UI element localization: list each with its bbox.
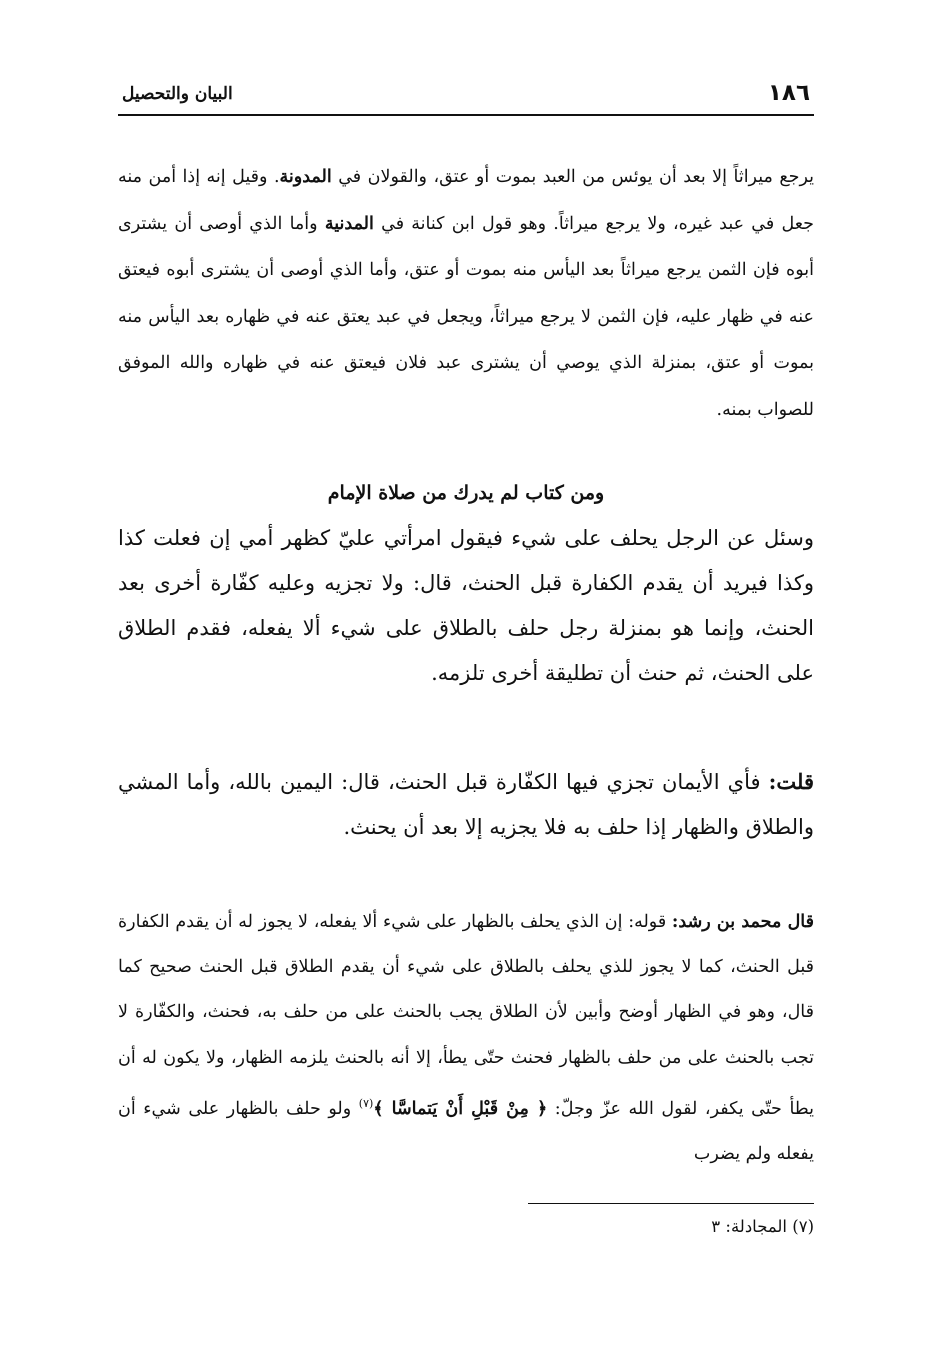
paragraph-2: وسئل عن الرجل يحلف على شيء فيقول امرأتي عليّ كظهر أمي إن فعلت كذا وكذا فيريد أن يقدم الكفارة قبل الحنث، قال: ولا تجزيه وعليه كفّارة أخرى بعد الحنث، وإنما هو بمنزلة رجل حلف بالطلاق على شيء ألا يفعله، فقدم الطلاق على الحنث، ثم حنث أن تطليقة أخرى تلزمه.	[118, 526, 814, 685]
paragraph-4-text-b: ولو حلف بالظهار على شيء أن يفعله ولم يضرب	[118, 1098, 814, 1164]
paragraph-1-bold-a: المدونة	[279, 167, 332, 187]
paragraph-1	[118, 154, 814, 433]
paragraph-1-text-b: . وقيل إنه إذا أمن منه جعل في عبد غيره، ولا يرجع ميراثاً. وهو قول ابن كنانة في	[118, 167, 814, 234]
footnote: (٧) المجادلة: ٣	[711, 1217, 814, 1236]
section-heading: ومن كتاب لم يدرك من صلاة الإمام	[327, 482, 605, 504]
paragraph-3	[118, 759, 814, 850]
footnote-ref: (٧)	[358, 1096, 374, 1110]
paragraph-1-text-c: وأما الذي أوصى أن يشترى أبوه فإن الثمن يرجع ميراثاً بعد اليأس منه بموت أو عتق، وأما الذي أوصى أن يشترى أبوه فيعتق عنه في ظهار عليه، فإن الثمن لا يرجع ميراثاً، ويجعل في عبد يعتق عنه في ظهاره بعد اليأس منه بموت أو عتق، بمنزلة الذي يوصي أن يشترى عبد فلان فيعتق عنه في ظهاره والله الموفق للصواب بمنه.	[118, 213, 814, 420]
paragraph-1-bold-b: المدنية	[324, 213, 374, 234]
quran-quote: ﴿ مِنْ قَبْلِ أَنْ يَتماسَّا ﴾	[373, 1098, 548, 1119]
paragraph-1-text-a: يرجع ميراثاً إلا بعد أن يوئس من العبد بموت أو عتق، والقولان في	[331, 167, 815, 187]
paragraph-3-lead: قلت:	[768, 769, 814, 794]
paragraph-4-text-a: قوله: إن الذي يحلف بالظهار على شيء ألا يفعله، لا يجوز له أن يقدم الكفارة قبل الحنث، كما لا يجوز للذي يحلف بالطلاق على شيء أن يقدم الطلاق قبل الحنث صحيح كما قال، وهو في الظهار أوضح وأبين لأن الطلاق يجب بالحنث على من حلف به، فحنث، والكفّارة لا تجب بالحنث على من حلف بالظهار فحنث حتّى يطأ، إلا أنه بالحنث يلزمه الظهار، ولا يكون له أن يطأ حتّى يكفر، لقول الله عزّ وجلّ:	[118, 912, 815, 1119]
paragraph-3-text: فأي الأيمان تجزي فيها الكفّارة قبل الحنث، قال: اليمين بالله، وأما المشي والطلاق والظهار إذا حلف به فلا يجزيه إلا بعد أن يحنث.	[118, 770, 814, 839]
page-number: ١٨٦	[767, 80, 810, 106]
page-header	[118, 78, 814, 116]
paragraph-4-lead: قال محمد بن رشد:	[671, 912, 814, 932]
paragraph-4	[118, 900, 814, 1177]
footnote-divider	[528, 1203, 814, 1204]
running-title: البيان والتحصيل	[122, 84, 233, 104]
